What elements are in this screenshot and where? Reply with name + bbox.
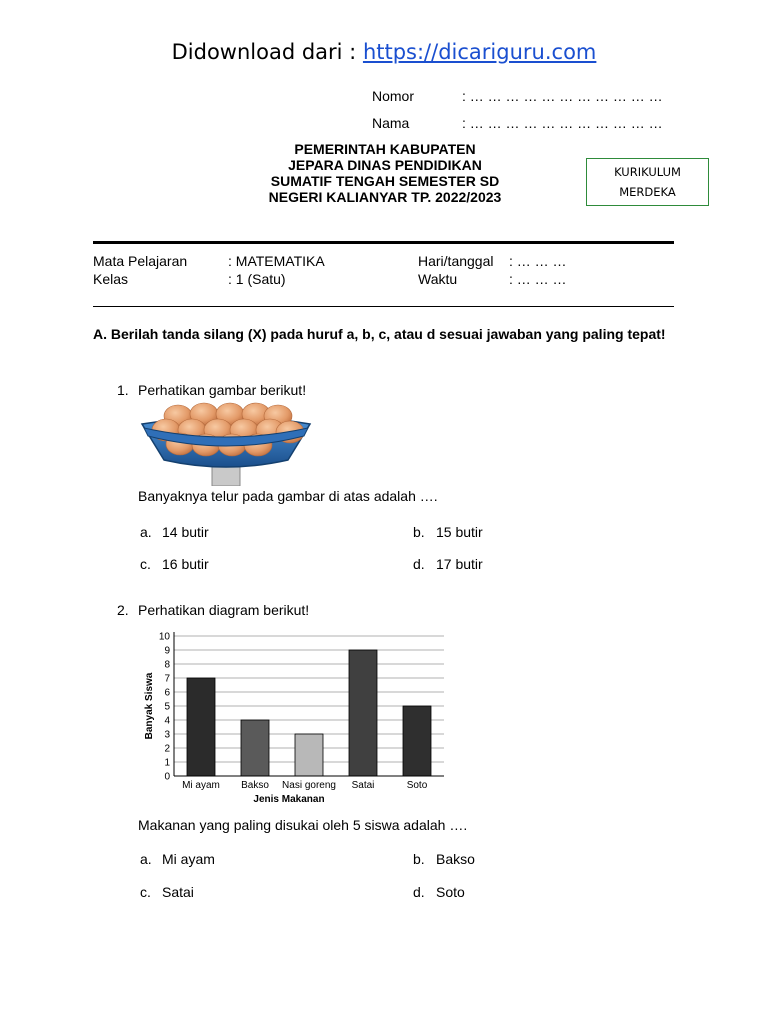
q2-option-b-text[interactable]: Bakso — [436, 851, 475, 867]
badge-line: MERDEKA — [619, 185, 676, 199]
subject-value: : MATEMATIKA — [228, 253, 325, 269]
y-tick-label: 10 — [158, 631, 170, 643]
q1-option-d-text[interactable]: 17 butir — [436, 556, 483, 572]
nomor-label: Nomor — [372, 88, 415, 104]
q1-option-b-letter[interactable]: b. — [413, 524, 425, 540]
q2-option-d-letter[interactable]: d. — [413, 884, 425, 900]
q2-option-c-letter[interactable]: c. — [140, 884, 151, 900]
bar-satai — [349, 650, 377, 776]
bar-nasi-goreng — [295, 734, 323, 776]
time-label: Waktu — [418, 271, 458, 287]
curriculum-badge — [586, 158, 709, 206]
food-bar-chart — [138, 622, 450, 810]
y-axis-title: Banyak Siswa — [144, 672, 155, 740]
y-tick-label: 4 — [164, 715, 170, 727]
q1-option-a-text[interactable]: 14 butir — [162, 524, 209, 540]
exam-title — [200, 141, 570, 205]
x-tick-label: Mi ayam — [182, 780, 220, 791]
section-a-text: A. Berilah tanda silang (X) pada huruf a, b, c, atau d sesuai jawaban yang paling tepat! — [93, 326, 666, 342]
y-tick-label: 6 — [164, 687, 170, 699]
title-line: JEPARA DINAS PENDIDIKAN — [288, 157, 482, 173]
bar-bakso — [241, 720, 269, 776]
q2-question: Makanan yang paling disukai oleh 5 siswa adalah …. — [138, 817, 468, 833]
x-tick-label: Soto — [406, 780, 428, 791]
q2-option-c-text[interactable]: Satai — [162, 884, 194, 900]
time-value: : … … … — [509, 271, 567, 287]
y-tick-label: 3 — [164, 729, 170, 741]
q2-option-b-letter[interactable]: b. — [413, 851, 425, 867]
q1-option-c-text[interactable]: 16 butir — [162, 556, 209, 572]
q2-option-a-text[interactable]: Mi ayam — [162, 851, 215, 867]
x-tick-label: Satai — [351, 780, 375, 791]
date-value: : … … … — [509, 253, 567, 269]
y-tick-labels — [159, 632, 171, 783]
divider-thin — [93, 306, 674, 307]
q1-question: Banyaknya telur pada gambar di atas adalah …. — [138, 488, 438, 504]
q1-option-d-letter[interactable]: d. — [413, 556, 425, 572]
y-tick-label: 7 — [164, 673, 170, 685]
y-tick-label: 0 — [164, 771, 170, 783]
x-tick-label: Nasi goreng — [282, 780, 336, 791]
divider-thick — [93, 241, 674, 244]
q1-prompt: Perhatikan gambar berikut! — [138, 382, 307, 398]
y-tick-label: 9 — [164, 645, 170, 657]
y-tick-label: 1 — [164, 757, 170, 769]
x-axis-title: Jenis Makanan — [253, 794, 325, 805]
class-label: Kelas — [93, 271, 129, 287]
q1-option-a-letter[interactable]: a. — [140, 524, 152, 540]
title-line: PEMERINTAH KABUPATEN — [294, 141, 476, 157]
q1-number: 1. — [117, 382, 129, 398]
class-value: : 1 (Satu) — [228, 271, 286, 287]
q2-option-d-text[interactable]: Soto — [436, 884, 465, 900]
y-tick-label: 5 — [164, 701, 170, 713]
egg-basket-image — [138, 402, 314, 486]
date-label: Hari/tanggal — [418, 253, 494, 269]
download-header — [0, 40, 768, 64]
download-link[interactable]: https://dicariguru.com — [362, 40, 597, 64]
q2-prompt: Perhatikan diagram berikut! — [138, 602, 310, 618]
y-tick-label: 2 — [164, 743, 170, 755]
x-tick-labels — [182, 780, 428, 791]
chart-bars — [187, 650, 431, 776]
q2-number: 2. — [117, 602, 129, 618]
x-tick-label: Bakso — [241, 780, 269, 791]
bar-mi-ayam — [187, 678, 215, 776]
title-line: NEGERI KALIANYAR TP. 2022/2023 — [268, 189, 502, 205]
q1-option-b-text[interactable]: 15 butir — [436, 524, 483, 540]
title-line: SUMATIF TENGAH SEMESTER SD — [270, 173, 500, 189]
nama-label: Nama — [372, 115, 410, 131]
download-prefix: Didownload dari : — [171, 40, 363, 64]
badge-line: KURIKULUM — [614, 165, 681, 179]
nomor-value: : … … … … … … … … … … … — [462, 88, 663, 104]
y-tick-label: 8 — [164, 659, 170, 671]
section-a-instruction — [93, 324, 674, 344]
q1-option-c-letter[interactable]: c. — [140, 556, 151, 572]
bar-soto — [403, 706, 431, 776]
nama-value: : … … … … … … … … … … … — [462, 115, 663, 131]
subject-label: Mata Pelajaran — [93, 253, 188, 269]
q2-option-a-letter[interactable]: a. — [140, 851, 152, 867]
